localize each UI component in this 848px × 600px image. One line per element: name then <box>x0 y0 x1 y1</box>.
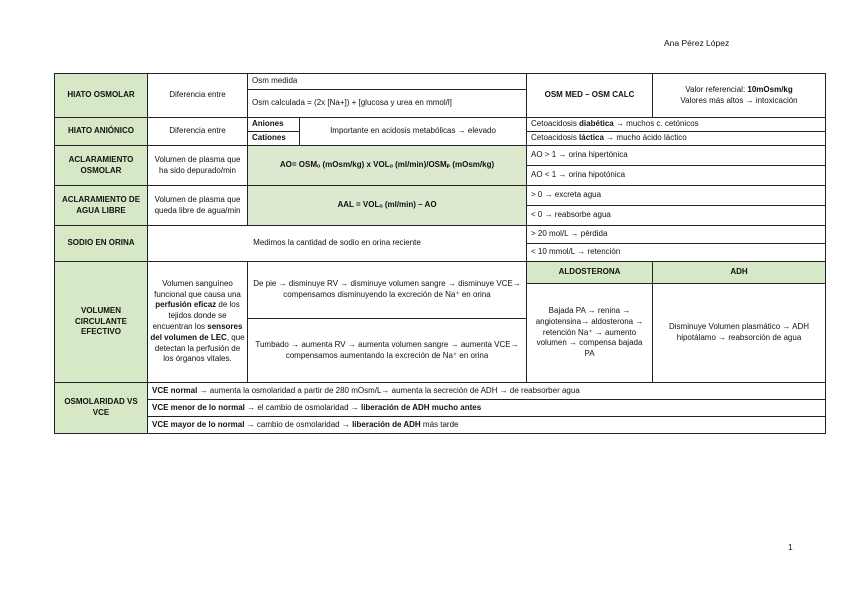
osmolaridad-vce-title: OSMOLARIDAD VS VCE <box>55 383 148 434</box>
volumen-circulante-desc: Volumen sanguíneo funcional que causa una perfusión eficaz de los tejidos donde se encuentran los sensores del volumen de LEC, que detectan la perfusión de los órganos vitales. <box>148 262 248 383</box>
table-row <box>55 417 826 434</box>
author-name: Ana Pérez López <box>664 38 730 48</box>
aclaramiento-osmolar-formula: AO= OSMₒ (mOsm/kg) x VOLₒ (ml/min)/OSMₚ (mOsm/kg) <box>248 146 527 186</box>
aniones-label: Aniones <box>248 118 300 132</box>
cationes-label: Cationes <box>248 132 300 146</box>
tumbado-text: Tumbado → aumenta RV → aumenta volumen sangre → aumenta VCE→ compensamos aumentando la excreción de Na⁺ en orina <box>248 319 527 383</box>
table-row <box>55 262 826 284</box>
ao-result-1: AO > 1 → orina hipertónica <box>527 146 826 166</box>
aclaramiento-osmolar-desc: Volumen de plasma que ha sido depurado/min <box>148 146 248 186</box>
hiato-anionico-importance: Importante en acidosis metabólicas → elevado <box>300 118 527 146</box>
table-row <box>55 186 826 206</box>
sodio-result-2: < 10 mmol/L → retención <box>527 244 826 262</box>
vce-mayor: VCE mayor de lo normal → cambio de osmolaridad → liberación de ADH más tarde <box>148 417 826 434</box>
sodio-orina-title: SODIO EN ORINA <box>55 226 148 262</box>
table-row <box>55 383 826 400</box>
table-row <box>55 400 826 417</box>
sodio-orina-desc: Medimos la cantidad de sodio en orina reciente <box>148 226 527 262</box>
table-row <box>55 146 826 166</box>
aldosterona-text: Bajada PA → renina → angiotensina→ aldosterona → retención Na⁺ → aumento volumen → compensa bajada PA <box>527 284 653 383</box>
osm-calculada: Osm calculada = (2x [Na+]) + [glucosa y urea en mmol/l] <box>248 90 527 118</box>
volumen-circulante-title: VOLUMEN CIRCULANTE EFECTIVO <box>55 262 148 383</box>
de-pie-text: De pie → disminuye RV → disminuye volumen sangre → disminuye VCE→ compensamos disminuyendo la excreción de Na⁺ en orina <box>248 262 527 319</box>
table-row <box>55 118 826 132</box>
table-row <box>55 226 826 244</box>
adh-header: ADH <box>653 262 826 284</box>
hiato-anionico-desc: Diferencia entre <box>148 118 248 146</box>
hiato-osmolar-desc: Diferencia entre <box>148 74 248 118</box>
table-row <box>55 74 826 90</box>
ao-result-2: AO < 1 → orina hipotónica <box>527 166 826 186</box>
aal-result-1: > 0 → excreta agua <box>527 186 826 206</box>
vce-normal: VCE normal → aumenta la osmolaridad a partir de 280 mOsm/L→ aumenta la secreción de ADH → de reabsorber agua <box>148 383 826 400</box>
aclaramiento-agua-formula: AAL = VOLₒ (ml/min) – AO <box>248 186 527 226</box>
aclaramiento-agua-title: ACLARAMIENTO DE AGUA LIBRE <box>55 186 148 226</box>
sodio-result-1: > 20 mol/L → pérdida <box>527 226 826 244</box>
page-number: 1 <box>788 542 793 552</box>
hiato-osmolar-reference: Valor referencial: 10mOsm/kg Valores más altos → intoxicación <box>653 74 826 118</box>
summary-table <box>54 73 826 434</box>
aclaramiento-osmolar-title: ACLARAMIENTO OSMOLAR <box>55 146 148 186</box>
aldosterona-header: ALDOSTERONA <box>527 262 653 284</box>
osm-medida: Osm medida <box>248 74 527 90</box>
cetoacidosis-lactica: Cetoacidosis láctica → mucho ácido láctico <box>527 132 826 146</box>
hiato-osmolar-title: HIATO OSMOLAR <box>55 74 148 118</box>
aclaramiento-agua-desc: Volumen de plasma que queda libre de agua/min <box>148 186 248 226</box>
hiato-anionico-title: HIATO ANIÓNICO <box>55 118 148 146</box>
cetoacidosis-diabetica: Cetoacidosis diabética → muchos c. cetónicos <box>527 118 826 132</box>
aal-result-2: < 0 → reabsorbe agua <box>527 206 826 226</box>
vce-menor: VCE menor de lo normal → el cambio de osmolaridad → liberación de ADH mucho antes <box>148 400 826 417</box>
adh-text: Disminuye Volumen plasmático → ADH hipotálamo → reabsorción de agua <box>653 284 826 383</box>
hiato-osmolar-formula: OSM MED – OSM CALC <box>527 74 653 118</box>
